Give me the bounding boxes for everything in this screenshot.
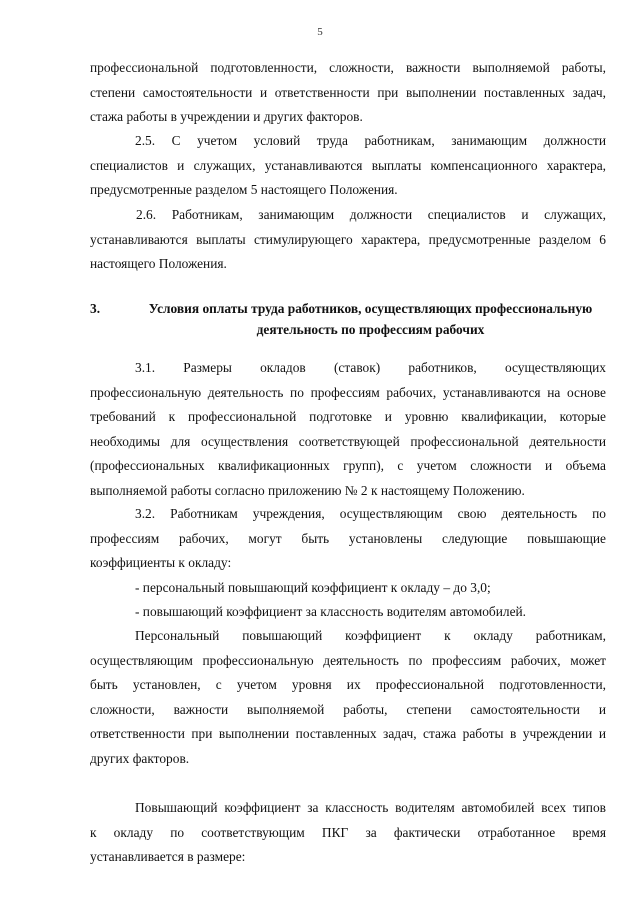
paragraph-2-5 [90, 129, 606, 203]
paragraph-personal-coefficient [90, 624, 606, 771]
text-line: ответственности при выполнении поставленных задач, стажа работы в учреждении и [90, 726, 606, 741]
list-item: - персональный повышающий коэффициент к окладу – до 3,0; [135, 579, 491, 595]
text-line: настоящего Положения. [90, 256, 227, 271]
text-line: устанавливается в размере: [90, 849, 246, 864]
text-line: профессиональной подготовленности, сложности, важности выполняемой работы, [90, 60, 606, 75]
text-line: профессиональную деятельность по профессиям рабочих, устанавливаются на основе [90, 384, 606, 400]
section-title-line: деятельность по профессиям рабочих [256, 322, 485, 337]
list-item: - повышающий коэффициент за классность водителям автомобилей. [135, 604, 527, 619]
paragraph-3-1 [90, 356, 606, 503]
text-line: к окладу по соответствующим ПКГ за фактически отработанное время [90, 824, 606, 840]
section-number: 3. [90, 301, 101, 316]
section-title [135, 298, 606, 340]
paragraph-3-2 [90, 502, 606, 625]
text-line: (профессиональных квалификационных групп), с учетом сложности и объема [90, 458, 606, 473]
section-title-line: Условия оплаты труда работников, осуществляющих профессиональную [148, 301, 593, 316]
text-line: необходимы для осуществления соответствующей профессиональной деятельности [90, 433, 606, 449]
text-line: стажа работы в учреждении и других факторов. [90, 109, 363, 124]
text-line: предусмотренные разделом 5 настоящего Положения. [90, 182, 398, 197]
paragraph-continuation [90, 56, 606, 130]
text-line: профессиям рабочих, могут быть установлены следующие повышающие [90, 530, 606, 546]
text-line: быть установлен, с учетом уровня их профессиональной подготовленности, [90, 677, 606, 692]
text-line: 2.5. С учетом условий труда работникам, занимающим должности [135, 133, 606, 148]
page-number: 5 [317, 26, 323, 38]
text-line: коэффициенты к окладу: [90, 555, 232, 570]
paragraph-2-6 [90, 203, 606, 277]
paragraph-class-coefficient [90, 796, 606, 870]
text-line: выполняемой работы согласно приложению № 2 к настоящему Положению. [90, 482, 525, 498]
text-line: степени самостоятельности и ответственности при выполнении поставленных задач, [90, 84, 606, 100]
text-line: 3.2. Работникам учреждения, осуществляющим свою деятельность по [135, 506, 606, 521]
text-line: устанавливаются выплаты стимулирующего характера, предусмотренные разделом 6 [90, 231, 606, 247]
text-line: требований к профессиональной подготовке и уровню квалификации, которые [90, 409, 606, 424]
text-line: других факторов. [90, 750, 190, 766]
text-line: сложности, важности выполняемой работы, степени самостоятельности и [90, 701, 606, 717]
text-line: Повышающий коэффициент за классность водителям автомобилей всех типов [135, 800, 606, 815]
text-line: специалистов и служащих, устанавливаются выплаты компенсационного характера, [90, 157, 606, 173]
text-line: 3.1. Размеры окладов (ставок) работников, осуществляющих [135, 360, 606, 375]
text-line: 2.6. Работникам, занимающим должности специалистов и служащих, [136, 207, 606, 222]
text-line: Персональный повышающий коэффициент к окладу работникам, [135, 628, 606, 643]
text-line: осуществляющим профессиональную деятельность по профессиям рабочих, может [90, 652, 606, 668]
